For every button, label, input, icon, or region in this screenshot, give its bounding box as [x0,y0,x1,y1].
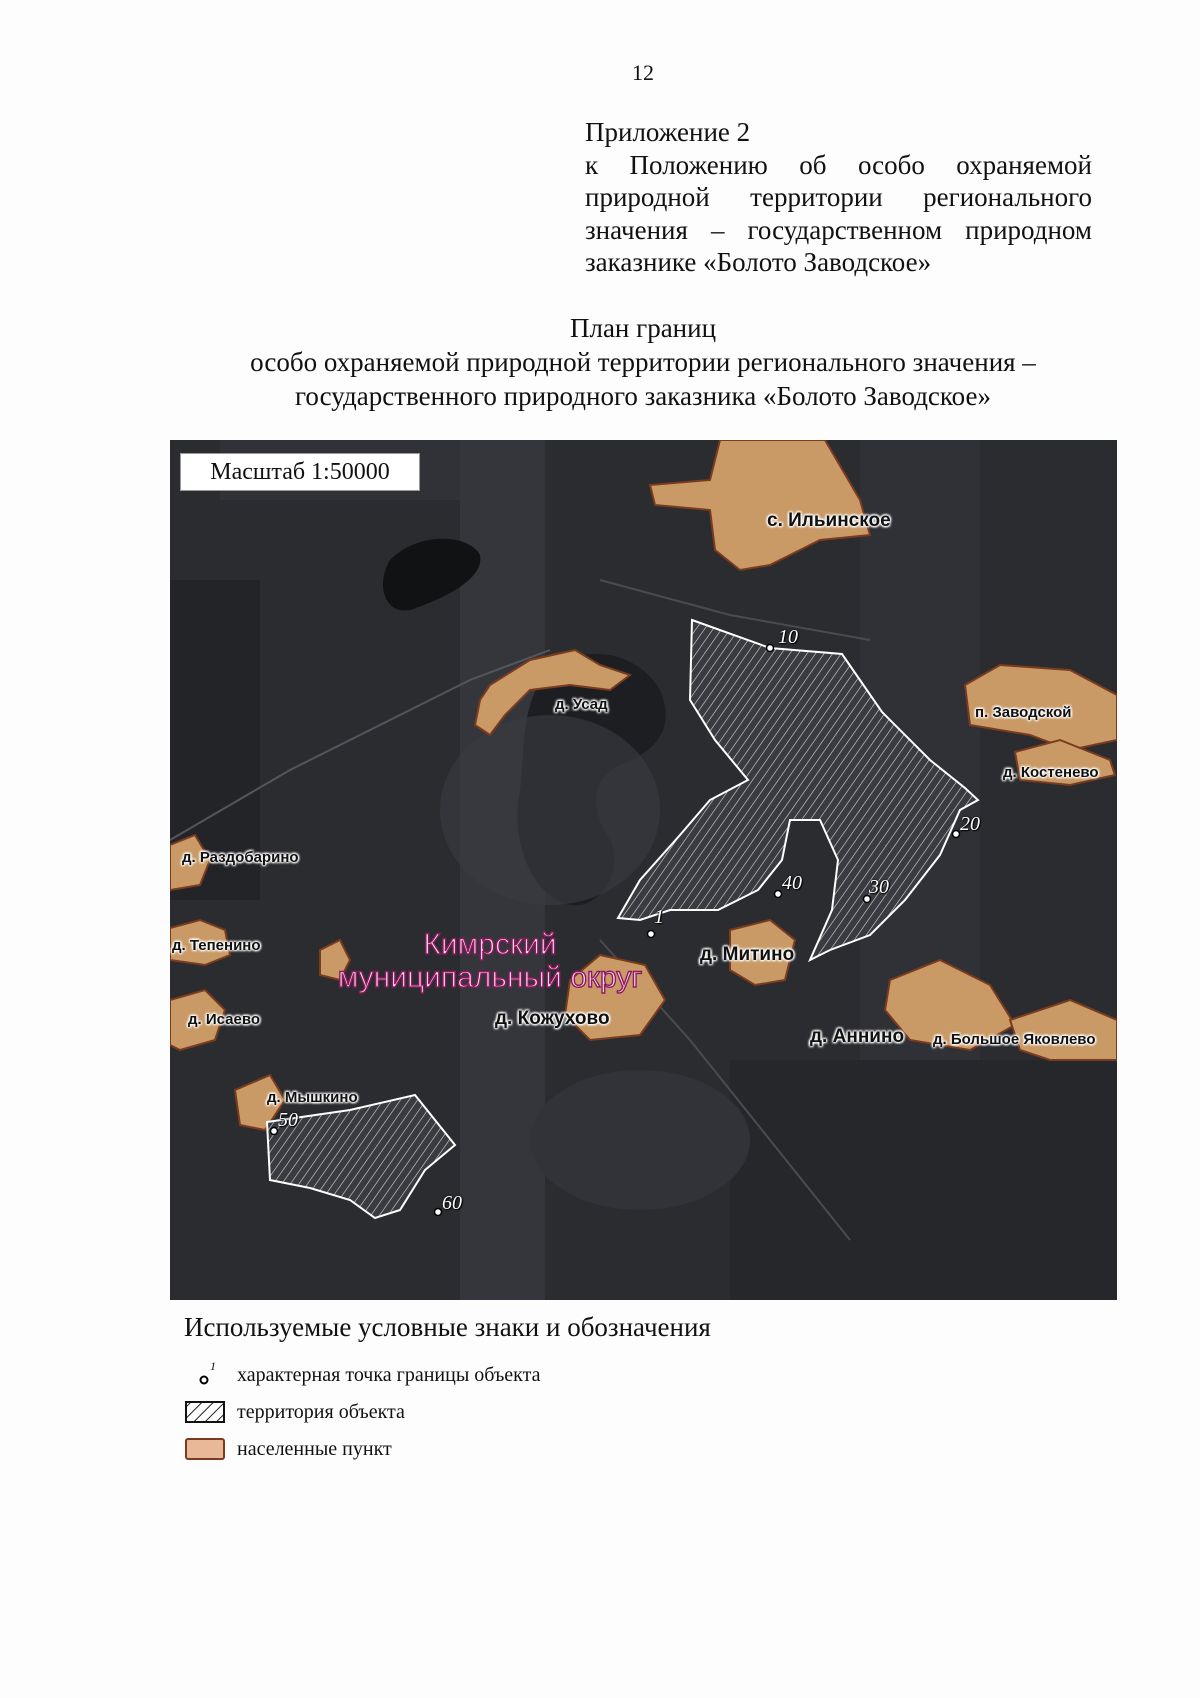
field-area [530,1070,750,1210]
district-label-line: Кимрский [423,928,557,961]
label-mitino: д. Митино [700,944,795,965]
legend-item-label: территория объекта [237,1401,405,1423]
label-isaevo: д. Исаево [188,1011,261,1028]
map-canvas [170,440,1117,1300]
label-kozhukhovo: д. Кожухово [495,1008,610,1029]
forest-area [730,1060,1117,1300]
point-symbol-icon [184,1360,226,1390]
label-zavodskoy: п. Заводской [975,704,1072,721]
boundary-point-20 [953,831,960,838]
marsh [440,715,660,905]
label-kostenevo: д. Костенево [1003,764,1099,781]
appendix-line: заказнике «Болото Заводское» [585,247,932,277]
appendix-line: природной территории регионального [585,182,1092,212]
point-label-20: 20 [960,813,980,835]
appendix-line: значения – государственном природном [585,214,1092,245]
appendix-title: Приложение 2 [585,117,751,147]
label-tepenino: д. Тепенино [172,937,261,954]
label-usad: д. Усад [555,696,608,713]
label-razdobarino: д. Раздобарино [182,849,299,866]
plan-title-line: План границ [569,313,717,343]
boundary-point-60 [435,1209,442,1216]
appendix-line: к Положению об особо охраняемой [585,149,1092,180]
settlement-swatch-icon [184,1434,226,1464]
legend-item-label: населенные пункт [237,1438,392,1460]
hatched-area-icon [184,1397,226,1427]
plan-title [0,311,1200,413]
legend-point-number: 1 [210,1360,216,1373]
plan-title-line: особо охраняемой природной территории регионального значения – [250,347,1036,377]
legend-title: Используемые условные знаки и обозначения [184,1312,711,1342]
appendix-header [585,116,1092,279]
point-label-40: 40 [782,872,802,894]
label-bolshoe-yakovlevo: д. Большое Яковлево [933,1031,1096,1048]
page-number: 12 [632,60,654,85]
label-ilinskoe: с. Ильинское [767,510,891,531]
boundary-point-50 [271,1128,278,1135]
point-label-60: 60 [442,1192,462,1214]
district-label [305,928,675,994]
point-label-30: 30 [869,876,889,898]
boundary-point-10 [767,645,774,652]
label-annino: д. Аннино [810,1026,905,1047]
map[interactable] [170,440,1117,1300]
district-label-line: муниципальный округ [337,961,643,994]
scale-label: Масштаб 1:50000 [180,453,420,491]
point-label-50: 50 [278,1109,298,1131]
boundary-point-40 [775,891,782,898]
plan-title-line: государственного природного заказника «Болото Заводское» [295,381,991,411]
point-label-1: 1 [654,906,664,928]
legend-item-label: характерная точка границы объекта [237,1364,541,1386]
point-label-10: 10 [778,626,798,648]
label-myshkino: д. Мышкино [267,1089,358,1106]
